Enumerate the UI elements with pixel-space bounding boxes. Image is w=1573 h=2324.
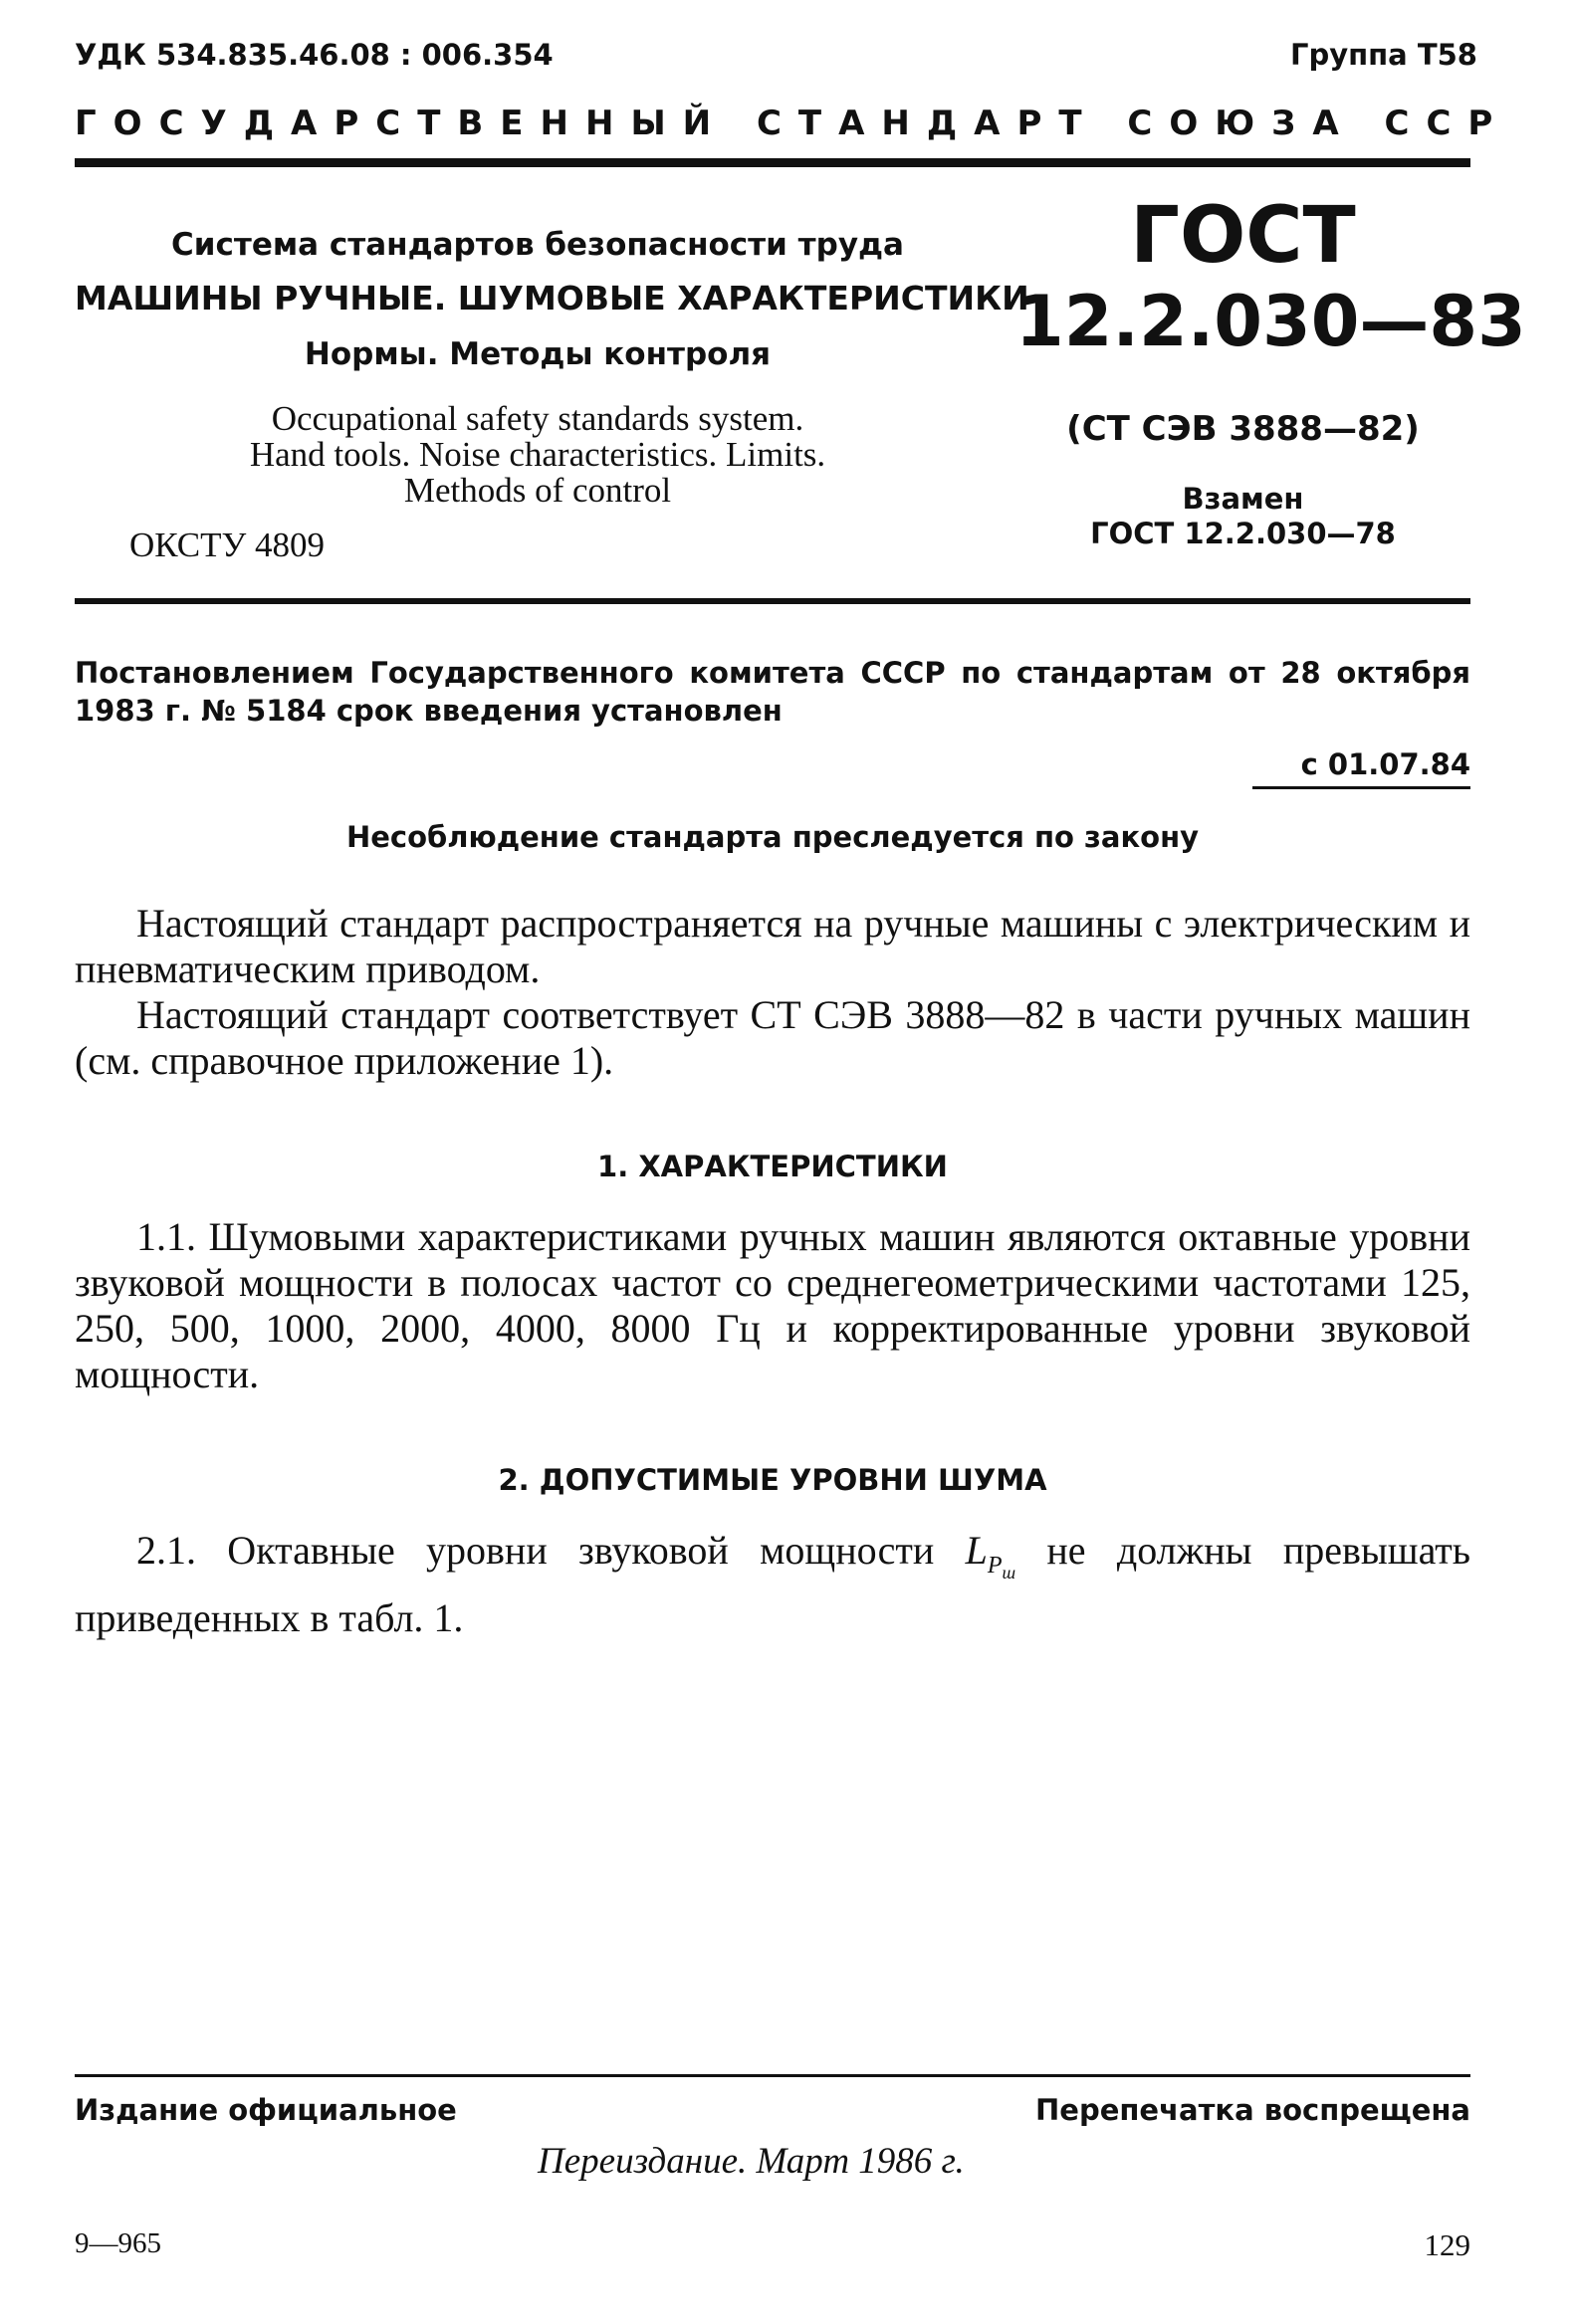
udk-code: УДК 534.835.46.08 : 006.354	[75, 38, 554, 72]
title-block-rule	[75, 598, 1470, 604]
symbol-subscript: P	[987, 1553, 1003, 1579]
english-title-line: Occupational safety standards system.	[271, 399, 804, 438]
standard-subtitle: Нормы. Методы контроля	[304, 336, 772, 372]
replaced-standard: ГОСТ 12.2.030—78	[1090, 517, 1396, 550]
gost-number: 12.2.030—83	[1015, 281, 1526, 362]
section-2-heading: 2. ДОПУСТИМЫЕ УРОВНИ ШУМА	[498, 1463, 1047, 1497]
paragraph-2-1-lead: 2.1. Октавные уровни звуковой мощности	[136, 1528, 935, 1573]
symbol-sub-subscript: ш	[1002, 1562, 1016, 1583]
series-title: Система стандартов безопасности труда	[171, 227, 904, 263]
effective-date: с 01.07.84	[1300, 747, 1470, 781]
gost-label: ГОСТ	[1130, 191, 1356, 281]
footer-rule	[75, 2074, 1470, 2077]
intro-paragraph-1: Настоящий стандарт распространяется на ручные машины с электрическим и пневматическим приводом.	[75, 901, 1470, 991]
section-1-heading: 1. ХАРАКТЕРИСТИКИ	[597, 1150, 948, 1183]
paragraph-2-1	[75, 1528, 1470, 1641]
header-rule	[75, 158, 1470, 167]
official-edition: Издание официальное	[75, 2093, 457, 2127]
print-code: 9—965	[75, 2227, 161, 2259]
page-number: 129	[1424, 2227, 1470, 2262]
sound-power-symbol	[965, 1528, 1016, 1583]
replaces-label: Взамен	[1182, 482, 1304, 516]
reissue-note: Переиздание. Март 1986 г.	[538, 2141, 965, 2182]
decree-text: Постановлением Государственного комитета СССР по стандартам от 28 октября 1983 г. № 5184 срок введения установлен	[75, 656, 1470, 728]
effective-date-rule	[1252, 786, 1470, 789]
state-standard-banner: ГОСУДАРСТВЕННЫЙ СТАНДАРТ СОЮЗА ССР	[75, 104, 1510, 143]
paragraph-1-1: 1.1. Шумовыми характеристиками ручных машин являются октавные уровни звуковой мощности в полосах частот со среднегеометрическими частотами 125, 250, 500, 1000, 2000, 4000, 8000 Гц и корректированные уровни звуковой мощности.	[75, 1214, 1470, 1396]
okstu-code: ОКСТУ 4809	[129, 526, 326, 564]
st-sev-reference: (СТ СЭВ 3888—82)	[1066, 409, 1420, 449]
symbol-letter: L	[965, 1528, 988, 1573]
intro-paragraph-2: Настоящий стандарт соответствует СТ СЭВ 3888—82 в части ручных машин (см. справочное приложение 1).	[75, 992, 1470, 1083]
reprint-prohibited: Перепечатка воспрещена	[1035, 2093, 1470, 2127]
paragraph-2-1-rest: не должны превышать приведенных в табл. 1.	[75, 1528, 1471, 1640]
group-code: Группа Т58	[1289, 38, 1477, 72]
legal-warning: Несоблюдение стандарта преследуется по закону	[345, 820, 1200, 854]
english-title-line: Hand tools. Noise characteristics. Limits.	[249, 435, 826, 474]
standard-title: МАШИНЫ РУЧНЫЕ. ШУМОВЫЕ ХАРАКТЕРИСТИКИ	[75, 279, 1029, 317]
english-title	[75, 401, 1001, 509]
english-title-line: Methods of control	[403, 471, 672, 510]
